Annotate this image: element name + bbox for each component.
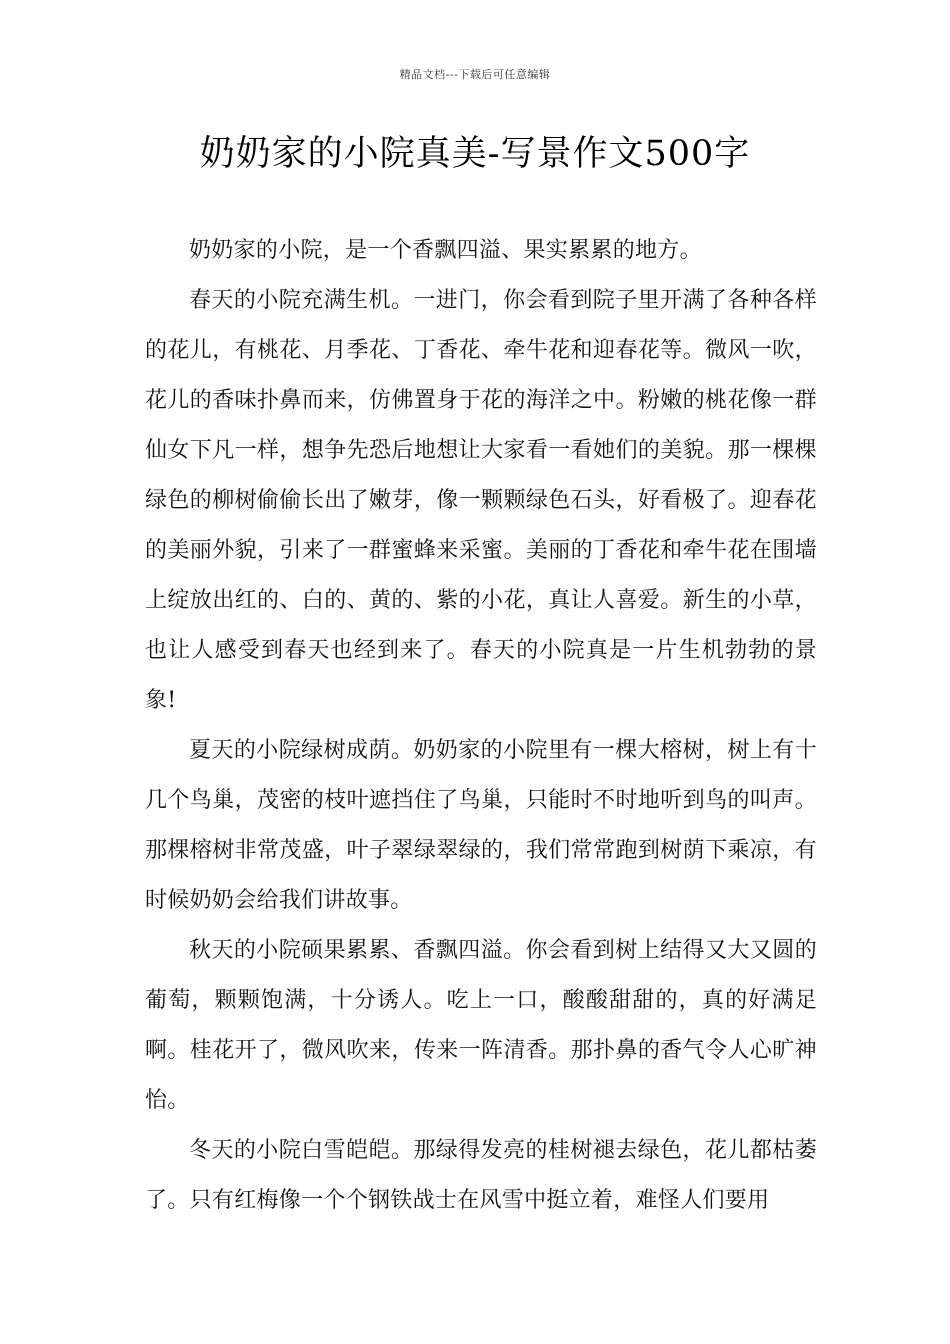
article-body	[145, 226, 817, 1226]
header-note: 精品文档---下载后可任意编辑	[399, 68, 551, 81]
document-title: 奶奶家的小院真美-写景作文500字	[199, 134, 751, 174]
paragraph-winter: 冬天的小院白雪皑皑。那绿得发亮的桂树褪去绿色，花儿都枯萎了。只有红梅像一个个钢铁战士在风雪中挺立着，难怪人们要用	[145, 1138, 817, 1213]
paragraph-intro: 奶奶家的小院，是一个香飘四溢、果实累累的地方。	[189, 238, 702, 263]
paragraph-spring: 春天的小院充满生机。一进门，你会看到院子里开满了各种各样的花儿，有桃花、月季花、丁香花、牵牛花和迎春花等。微风一吹，花儿的香味扑鼻而来，仿佛置身于花的海洋之中。粉嫩的桃花像一群仙女下凡一样，想争先恐后地想让大家看一看她们的美貌。那一棵棵绿色的柳树偷偷长出了嫩芽，像一颗颗绿色石头，好看极了。迎春花的美丽外貌，引来了一群蜜蜂来采蜜。美丽的丁香花和牵牛花在围墙上绽放出红的、白的、黄的、紫的小花，真让人喜爱。新生的小草，也让人感受到春天也经到来了。春天的小院真是一片生机勃勃的景象!	[145, 288, 817, 713]
paragraph-summer: 夏天的小院绿树成荫。奶奶家的小院里有一棵大榕树，树上有十几个鸟巢，茂密的枝叶遮挡住了鸟巢，只能时不时地听到鸟的叫声。那棵榕树非常茂盛，叶子翠绿翠绿的，我们常常跑到树荫下乘凉，有时候奶奶会给我们讲故事。	[145, 738, 817, 913]
paragraph-autumn: 秋天的小院硕果累累、香飘四溢。你会看到树上结得又大又圆的葡萄，颗颗饱满，十分诱人。吃上一口，酸酸甜甜的，真的好满足啊。桂花开了，微风吹来，传来一阵清香。那扑鼻的香气令人心旷神怡。	[145, 938, 817, 1113]
